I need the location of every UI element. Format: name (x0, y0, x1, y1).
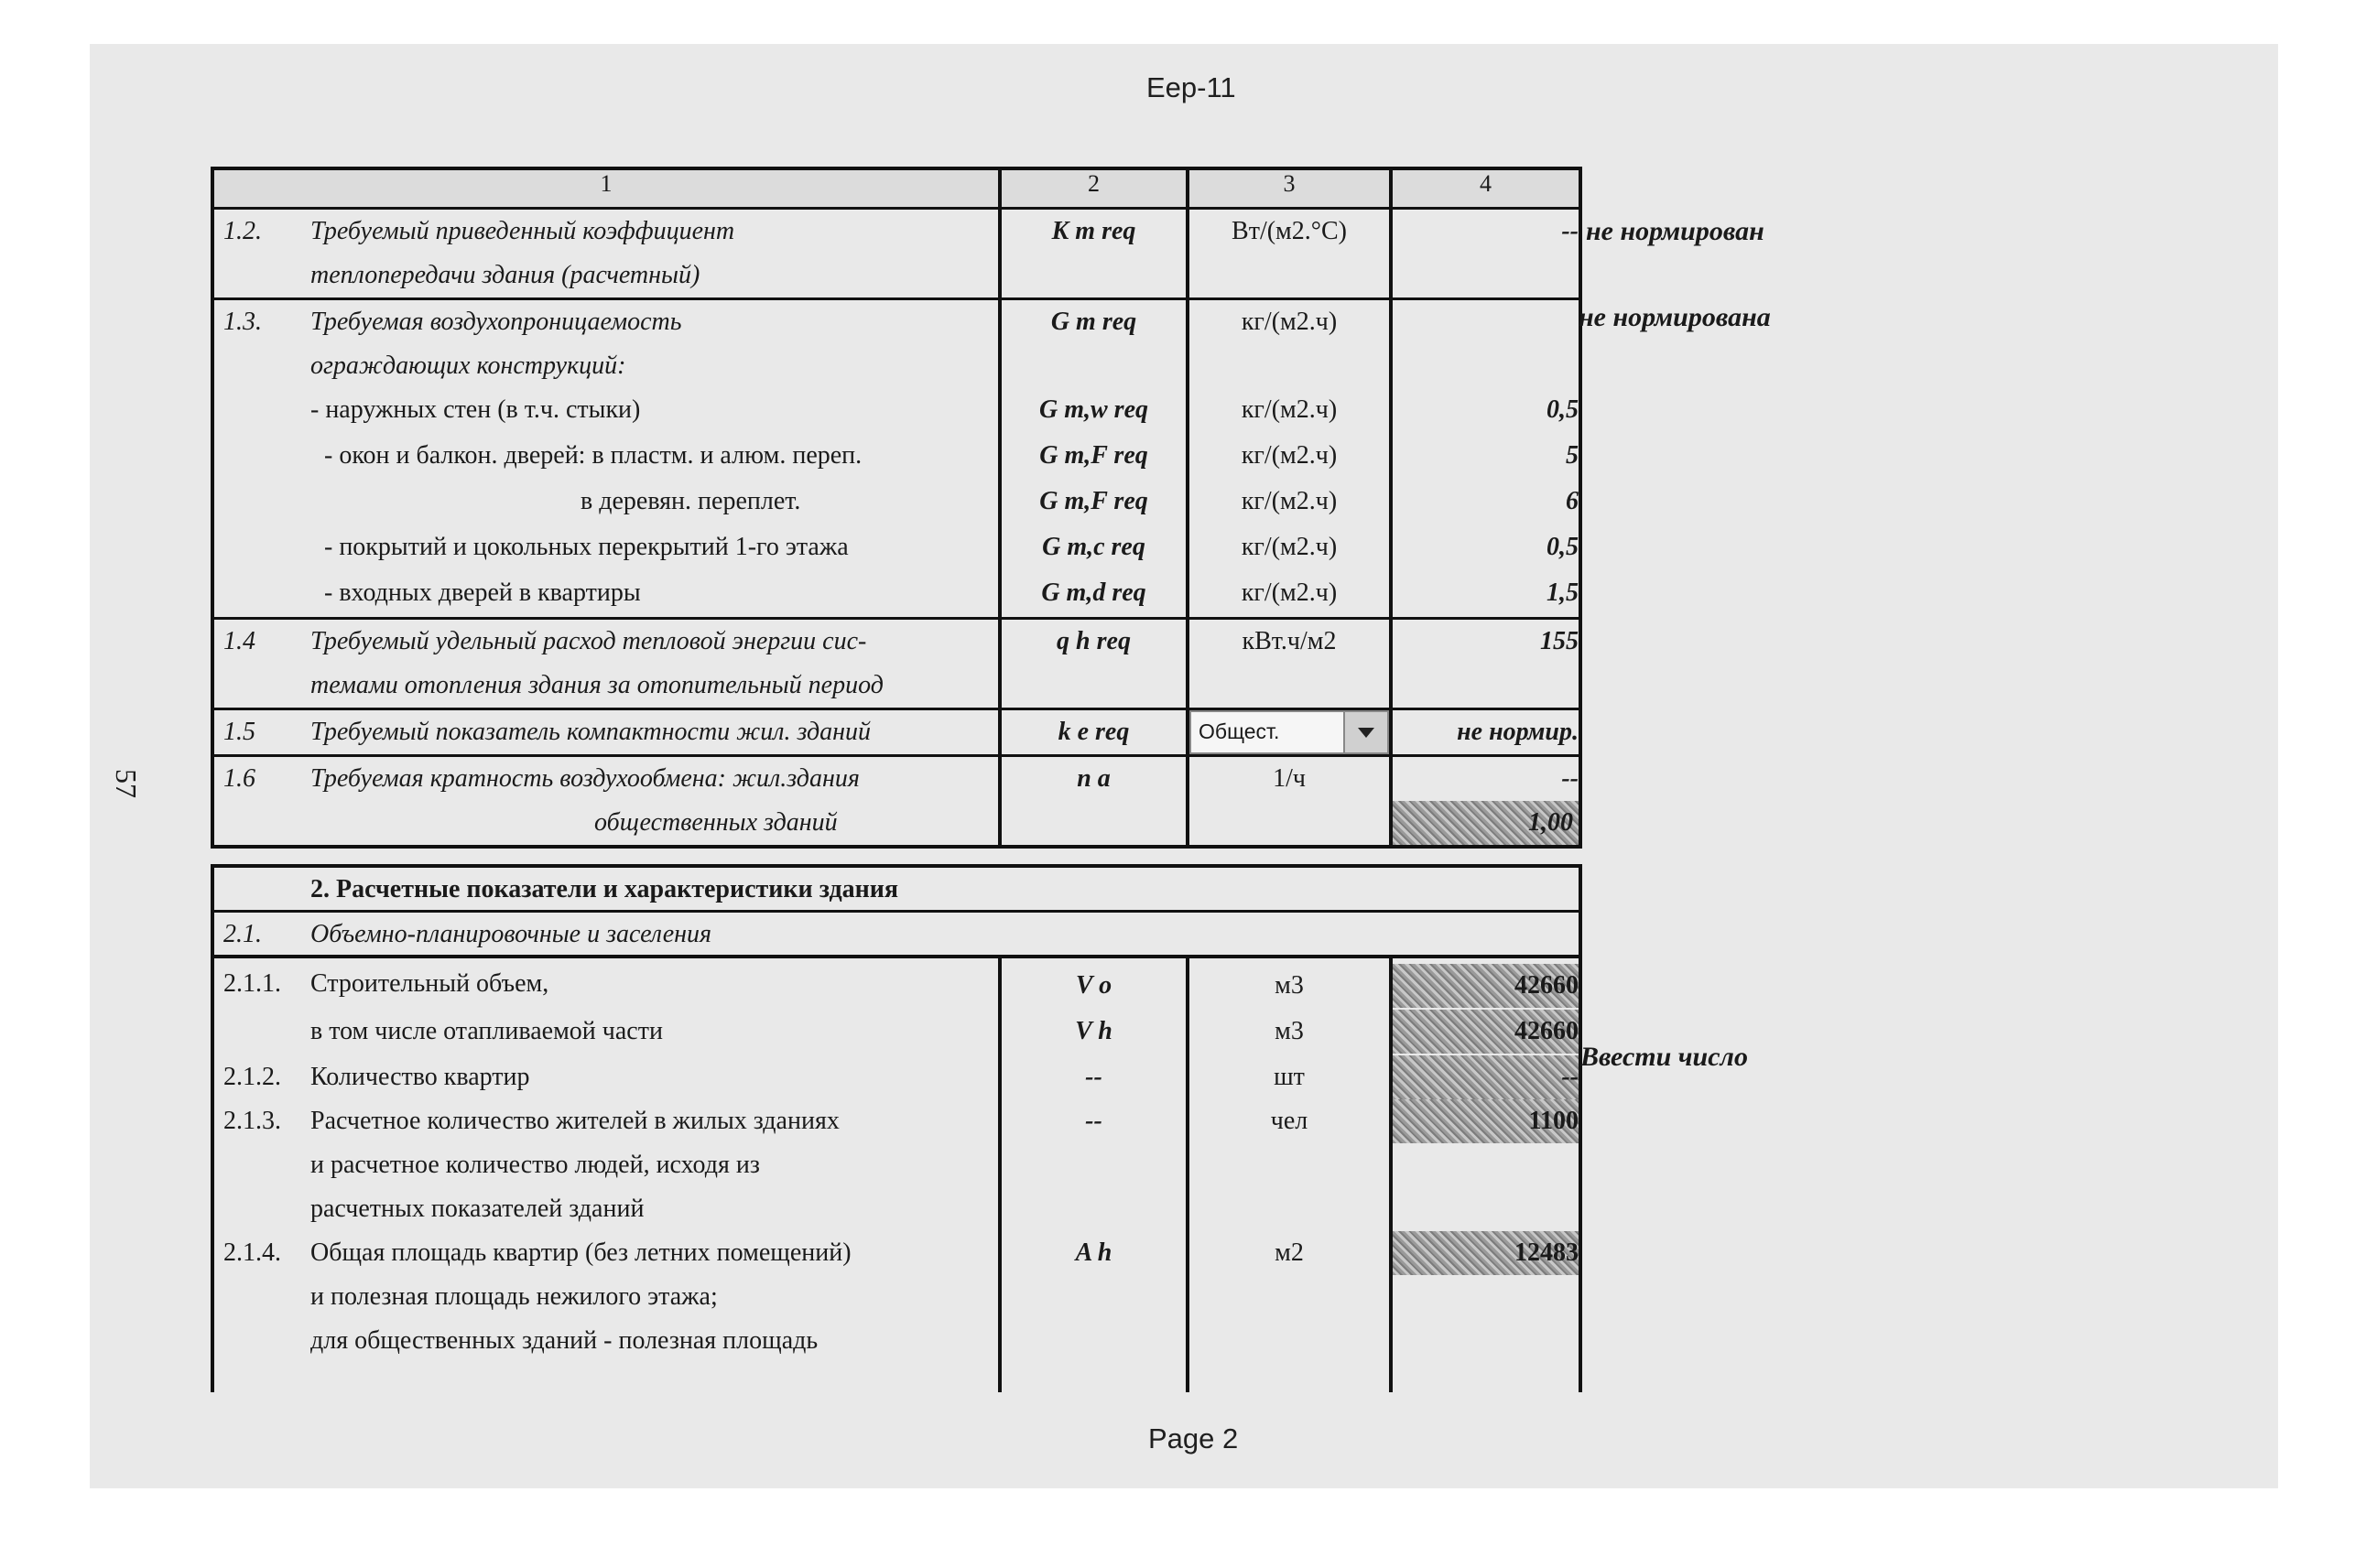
row-unit: шт (1274, 1063, 1305, 1091)
row-value: 1,5 (1546, 579, 1579, 607)
table-row (212, 480, 1580, 525)
table-row (212, 756, 1580, 848)
row-symbol: G m,F req (1039, 441, 1148, 470)
row-value: -- (1561, 764, 1579, 793)
row-label: - покрытий и цокольных перекрытий 1-го этажа (324, 533, 849, 561)
table-row (212, 1231, 1580, 1392)
row-symbol: q h req (1057, 627, 1131, 655)
chevron-down-icon[interactable] (1343, 712, 1387, 752)
row-label: Расчетное количество жителей в жилых зданиях (310, 1107, 840, 1135)
row-unit: чел (1270, 1107, 1308, 1135)
col-header-1: 1 (212, 168, 1000, 209)
row-label: и полезная площадь нежилого этажа; (310, 1282, 718, 1311)
row-value: 0,5 (1546, 533, 1579, 561)
row-value (1393, 300, 1579, 344)
row-label: Требуемый показатель компактности жил. зданий (310, 718, 872, 746)
row-unit: Вт/(м2.°С) (1232, 217, 1347, 245)
row-number: 2.1. (223, 920, 262, 948)
row-unit: м3 (1275, 1017, 1304, 1045)
input-cell[interactable]: 12483 (1393, 1231, 1579, 1275)
section-subtitle: Объемно-планировочные и заселения (310, 920, 712, 948)
row-unit: кг/(м2.ч) (1241, 441, 1338, 470)
row-label: общественных зданий (594, 808, 838, 837)
requirements-table (211, 167, 1582, 849)
row-label: расчетных показателей зданий (310, 1195, 645, 1223)
table-row (212, 571, 1580, 619)
row-label: в том числе отапливаемой части (310, 1017, 663, 1045)
row-unit: кг/(м2.ч) (1241, 308, 1338, 336)
table-row (212, 209, 1580, 299)
row-label: и расчетное количество людей, исходя из (310, 1151, 760, 1179)
row-value: -- (1561, 217, 1579, 245)
side-note: не нормирована (1579, 302, 1771, 332)
row-number: 2.1.1. (223, 969, 281, 998)
row-symbol: G m,F req (1039, 487, 1148, 515)
row-symbol: V o (1075, 971, 1112, 1000)
input-cell[interactable]: -- (1393, 1055, 1579, 1099)
row-unit: 1/ч (1273, 764, 1306, 793)
row-symbol: -- (1085, 1063, 1102, 1091)
row-label: Строительный объем, (310, 969, 549, 998)
section-subtitle-row (212, 912, 1580, 957)
table-row (212, 1099, 1580, 1231)
row-label: Требуемый удельный расход тепловой энергии сис- (310, 627, 867, 655)
row-number: 2.1.4. (223, 1238, 281, 1267)
row-value: 5 (1566, 441, 1579, 470)
row-label: для общественных зданий - полезная площадь (310, 1326, 819, 1355)
row-label: Требуемая воздухопроницаемость (310, 308, 682, 336)
table-row (212, 619, 1580, 709)
calculated-table (211, 864, 1582, 1392)
row-number: 1.5 (223, 718, 255, 746)
input-cell[interactable]: 1,00 (1393, 801, 1579, 845)
building-type-select[interactable] (1188, 709, 1391, 756)
table-row (212, 299, 1580, 389)
input-cell[interactable]: 1100 (1393, 1099, 1579, 1143)
col-header-3: 3 (1188, 168, 1391, 209)
row-label: Количество квартир (310, 1063, 530, 1091)
row-unit: кг/(м2.ч) (1241, 533, 1338, 561)
row-unit: м2 (1275, 1238, 1304, 1267)
table-row (212, 525, 1580, 571)
row-unit: кг/(м2.ч) (1241, 579, 1338, 607)
select-value: Общест. (1199, 719, 1280, 743)
row-unit: кг/(м2.ч) (1241, 487, 1338, 515)
row-symbol: K m req (1051, 217, 1136, 245)
row-number: 1.2. (223, 217, 262, 245)
side-page-number: 57 (110, 769, 143, 798)
table-row (212, 388, 1580, 434)
row-label: теплопередачи здания (расчетный) (310, 261, 700, 289)
row-label: Требуемая кратность воздухообмена: жил.здания (310, 764, 860, 793)
page-header: Eep-11 (1146, 71, 1236, 103)
row-symbol: G m,c req (1042, 533, 1145, 561)
row-number: 1.3. (223, 308, 262, 336)
input-cell[interactable]: 42660 (1393, 964, 1579, 1008)
row-symbol: G m,w req (1039, 395, 1148, 424)
row-symbol: -- (1085, 1107, 1102, 1135)
enter-number-hint: Ввести число (1580, 1042, 1748, 1072)
section-title-row (212, 866, 1580, 912)
row-symbol: n a (1077, 764, 1111, 793)
col-header-2: 2 (1000, 168, 1188, 209)
col-header-4: 4 (1391, 168, 1580, 209)
row-unit: кВт.ч/м2 (1242, 627, 1337, 655)
row-label: - окон и балкон. дверей: в пластм. и алюм. переп. (324, 441, 863, 470)
input-cell[interactable]: 42660 (1393, 1010, 1579, 1054)
row-value: не нормир. (1457, 718, 1579, 746)
row-unit: м3 (1275, 971, 1304, 1000)
row-label: темами отопления здания за отопительный период (310, 671, 884, 699)
row-symbol: G m,d req (1041, 579, 1146, 607)
row-unit: кг/(м2.ч) (1241, 395, 1338, 424)
row-label: - наружных стен (в т.ч. стыки) (310, 395, 641, 424)
table-row (212, 709, 1580, 756)
row-number: 2.1.3. (223, 1107, 281, 1135)
row-label: в деревян. переплет. (581, 487, 801, 515)
row-symbol: A h (1075, 1238, 1112, 1267)
row-value: 6 (1566, 487, 1579, 515)
side-note: не нормирован (1586, 216, 1764, 246)
row-symbol: G m req (1050, 308, 1137, 336)
row-symbol: k e req (1058, 718, 1130, 746)
row-number: 2.1.2. (223, 1063, 281, 1091)
row-number: 1.6 (223, 764, 255, 793)
row-symbol: V h (1075, 1017, 1112, 1045)
section-title: 2. Расчетные показатели и характеристики здания (310, 875, 899, 903)
table-row (212, 1055, 1580, 1099)
page-footer: Page 2 (1148, 1422, 1239, 1454)
table-row (212, 434, 1580, 480)
row-label: Общая площадь квартир (без летних помещений) (310, 1238, 852, 1267)
table-row (212, 1010, 1580, 1055)
table-row (212, 957, 1580, 1010)
row-label: - входных дверей в квартиры (324, 579, 641, 607)
row-label: ограждающих конструкций: (310, 351, 626, 380)
row-value: 155 (1540, 627, 1579, 655)
row-label: Требуемый приведенный коэффициент (310, 217, 735, 245)
row-value: 0,5 (1546, 395, 1579, 424)
row-number: 1.4 (223, 627, 255, 655)
